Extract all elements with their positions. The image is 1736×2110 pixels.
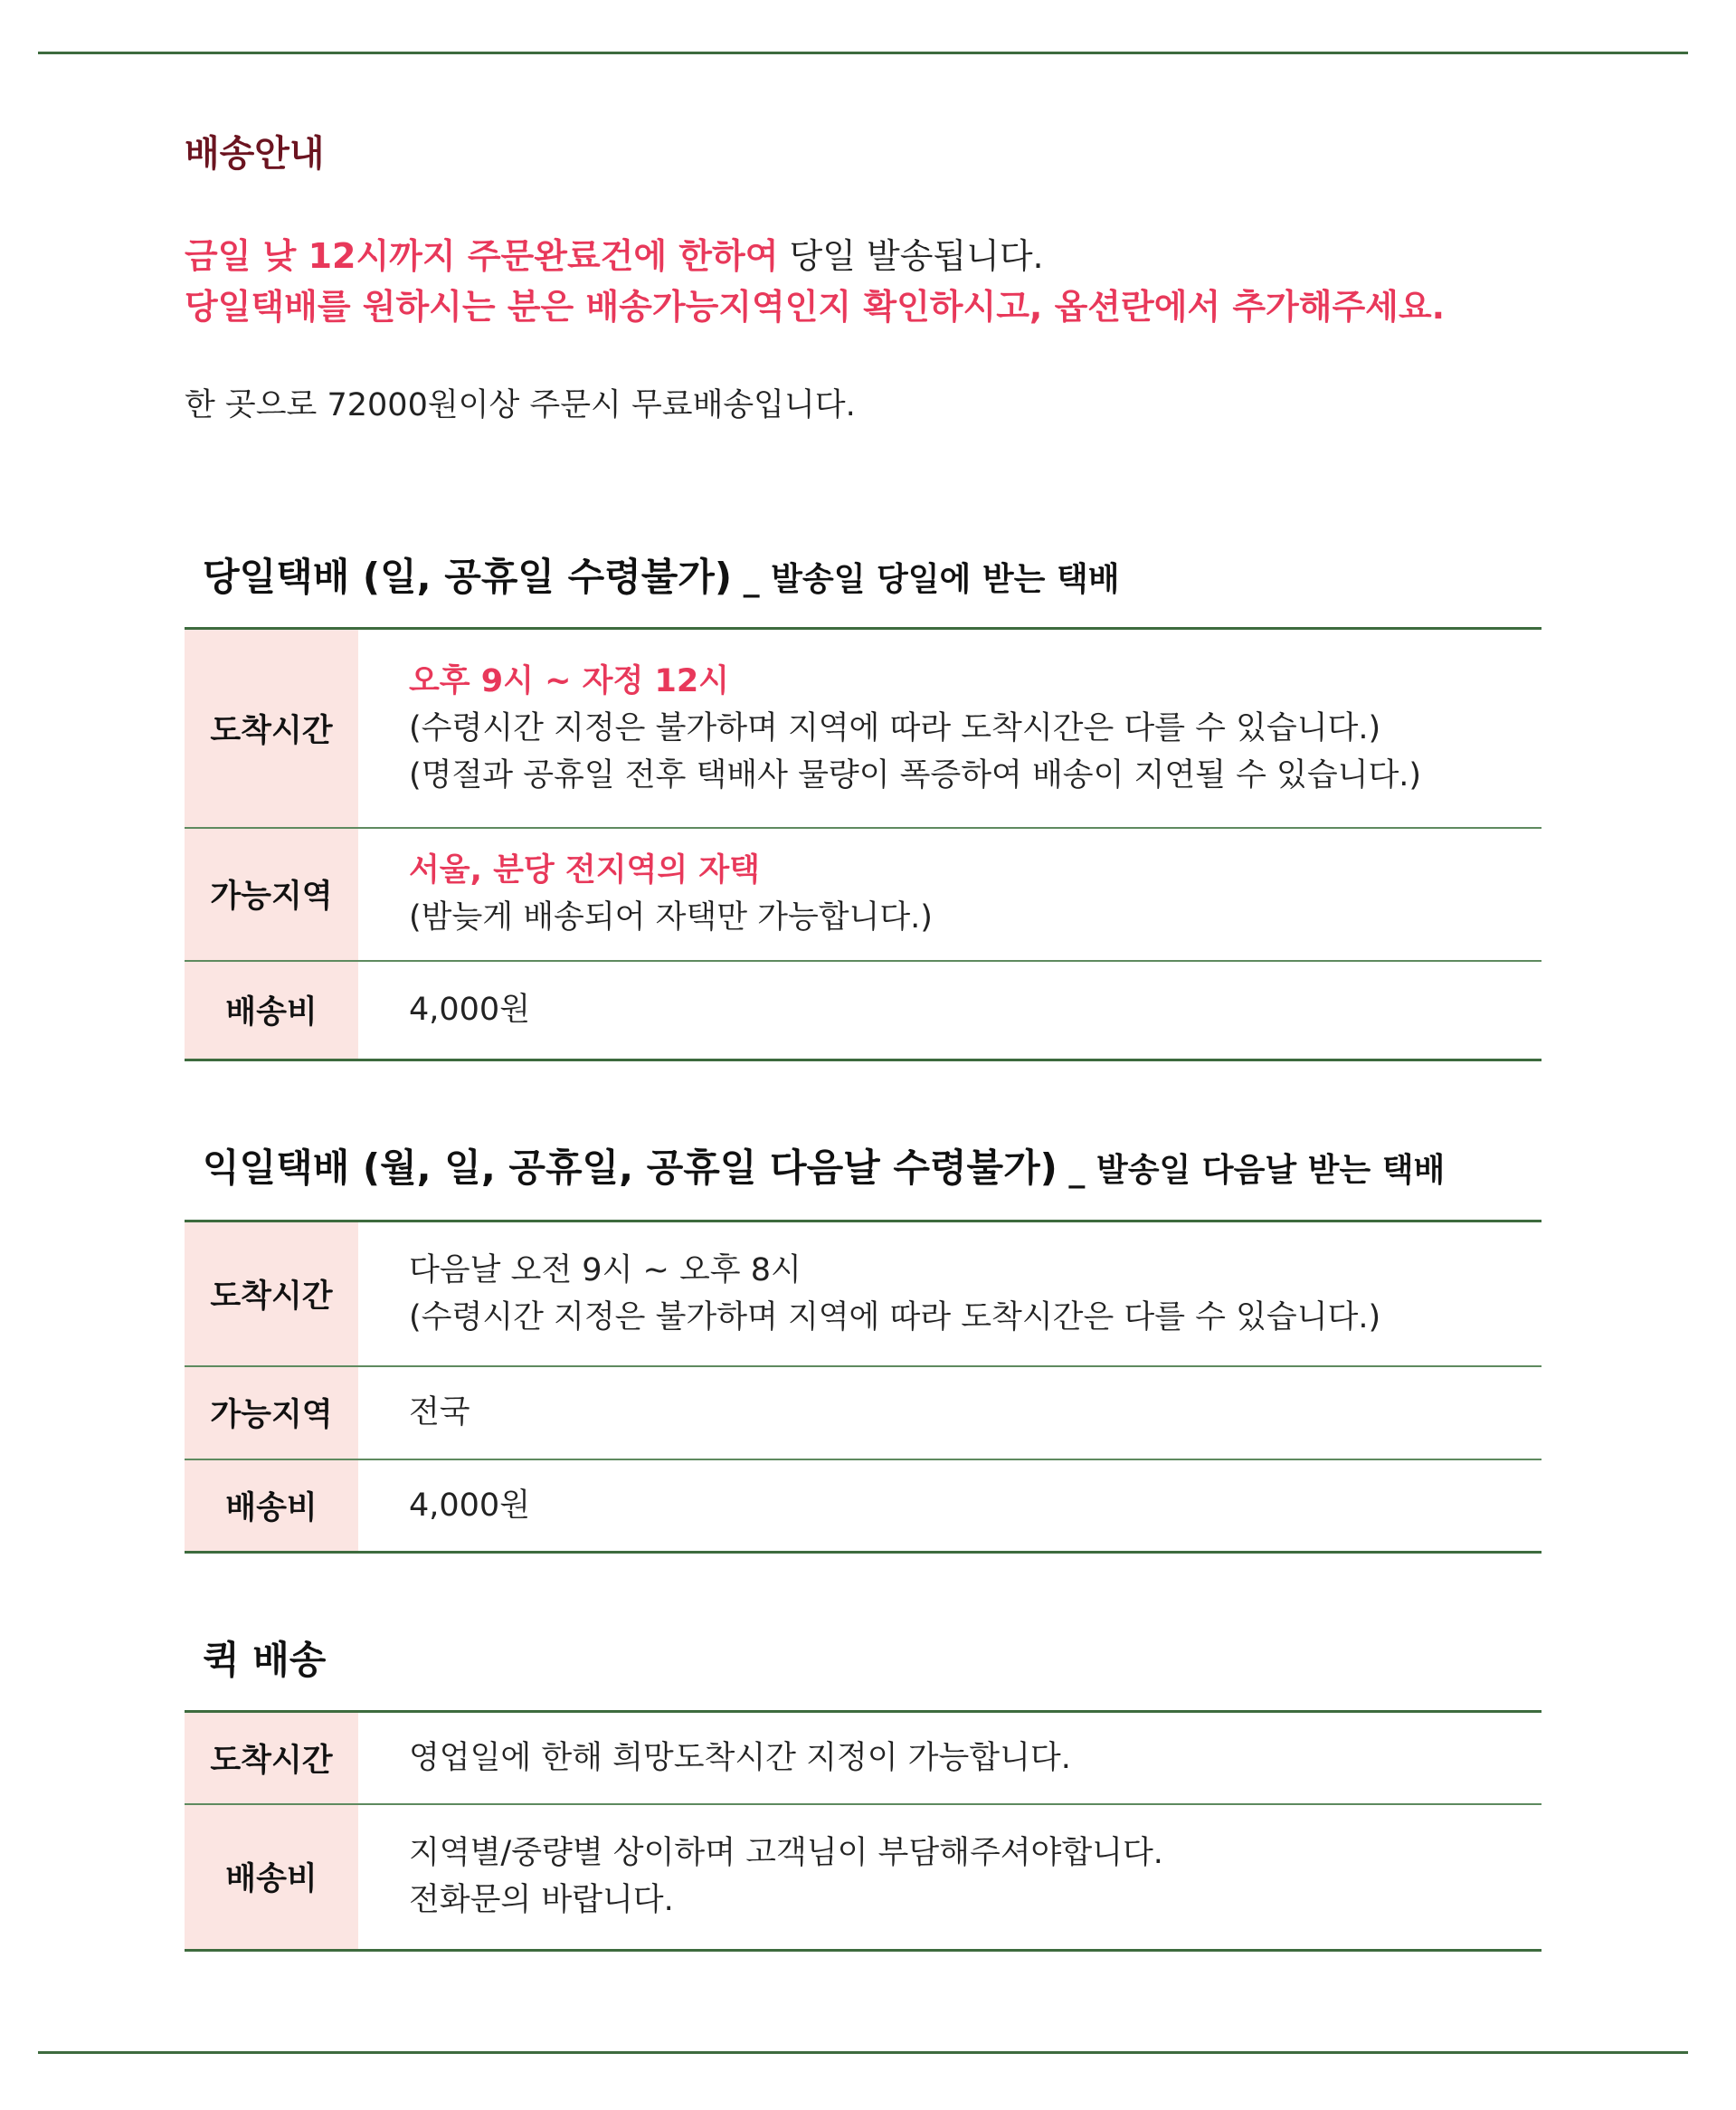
next-day-table (185, 1220, 1542, 1554)
section-title: 익일택배 (월, 일, 공휴일, 공휴일 다음날 수령불가) (203, 1145, 1058, 1190)
section-subtitle: _ 발송일 다음날 받는 택배 (1057, 1152, 1446, 1189)
row-value (358, 1366, 1542, 1459)
value-line: (수령시간 지정은 불가하며 지역에 따라 도착시간은 다를 수 있습니다.) (409, 1298, 1381, 1335)
row-value (358, 828, 1542, 961)
row-value (358, 1459, 1542, 1553)
value-line: 4,000원 (409, 1487, 531, 1524)
notice-highlight-2: 당일택배를 원하시는 분은 배송가능지역인지 확인하시고, 옵션란에서 추가해주세요. (185, 287, 1446, 327)
row-value (358, 1712, 1542, 1804)
row-label: 도착시간 (185, 1712, 358, 1804)
value-line: (밤늦게 배송되어 자택만 가능합니다.) (409, 899, 933, 936)
section-heading-next-day (203, 1138, 1445, 1193)
notice-highlight-1: 금일 낮 12시까지 주문완료건에 한하여 (185, 236, 779, 276)
row-value (358, 1804, 1542, 1951)
table-row (185, 1712, 1542, 1804)
table-row (185, 961, 1542, 1060)
value-line: (명절과 공휴일 전후 택배사 물량이 폭증하여 배송이 지연될 수 있습니다.) (409, 756, 1422, 794)
bottom-divider (38, 2051, 1688, 2054)
section-heading-quick (203, 1630, 326, 1685)
row-label: 도착시간 (185, 629, 358, 828)
same-day-table (185, 627, 1542, 1061)
free-shipping-text: 한 곳으로 72000원이상 주문시 무료배송입니다. (185, 387, 856, 423)
table-row (185, 828, 1542, 961)
value-line: 4,000원 (409, 992, 531, 1029)
value-line: 영업일에 한해 희망도착시간 지정이 가능합니다. (409, 1739, 1071, 1776)
row-label: 가능지역 (185, 828, 358, 961)
row-value (358, 1221, 1542, 1366)
row-value (358, 961, 1542, 1060)
row-value (358, 629, 1542, 828)
notice-plain-1: 당일 발송됩니다. (778, 236, 1044, 276)
row-label: 배송비 (185, 1459, 358, 1553)
area-highlight: 서울, 분당 전지역의 자택 (409, 852, 760, 889)
value-line: (수령시간 지정은 불가하며 지역에 따라 도착시간은 다를 수 있습니다.) (409, 709, 1381, 746)
table-row (185, 1804, 1542, 1951)
arrival-time-highlight: 오후 9시 ~ 자정 12시 (409, 662, 729, 699)
quick-delivery-table (185, 1710, 1542, 1952)
section-subtitle: _ 발송일 당일에 받는 택배 (732, 561, 1120, 598)
table-row (185, 1221, 1542, 1366)
row-label: 가능지역 (185, 1366, 358, 1459)
page-title: 배송안내 (185, 133, 325, 175)
top-divider (38, 52, 1688, 54)
value-line: 다음날 오전 9시 ~ 오후 8시 (409, 1251, 802, 1288)
row-label: 도착시간 (185, 1221, 358, 1366)
section-title: 당일택배 (일, 공휴일 수령불가) (203, 555, 733, 599)
value-line: 지역별/중량별 상이하며 고객님이 부담해주셔야합니다. (409, 1835, 1163, 1872)
row-label: 배송비 (185, 1804, 358, 1951)
row-label: 배송비 (185, 961, 358, 1060)
value-line: 전국 (409, 1394, 470, 1430)
table-row (185, 1459, 1542, 1553)
same-day-notice (185, 231, 1445, 332)
table-row (185, 1366, 1542, 1459)
value-line: 전화문의 바랍니다. (409, 1882, 674, 1919)
section-heading-same-day (203, 547, 1120, 602)
section-title: 퀵 배송 (203, 1638, 327, 1682)
table-row (185, 629, 1542, 828)
